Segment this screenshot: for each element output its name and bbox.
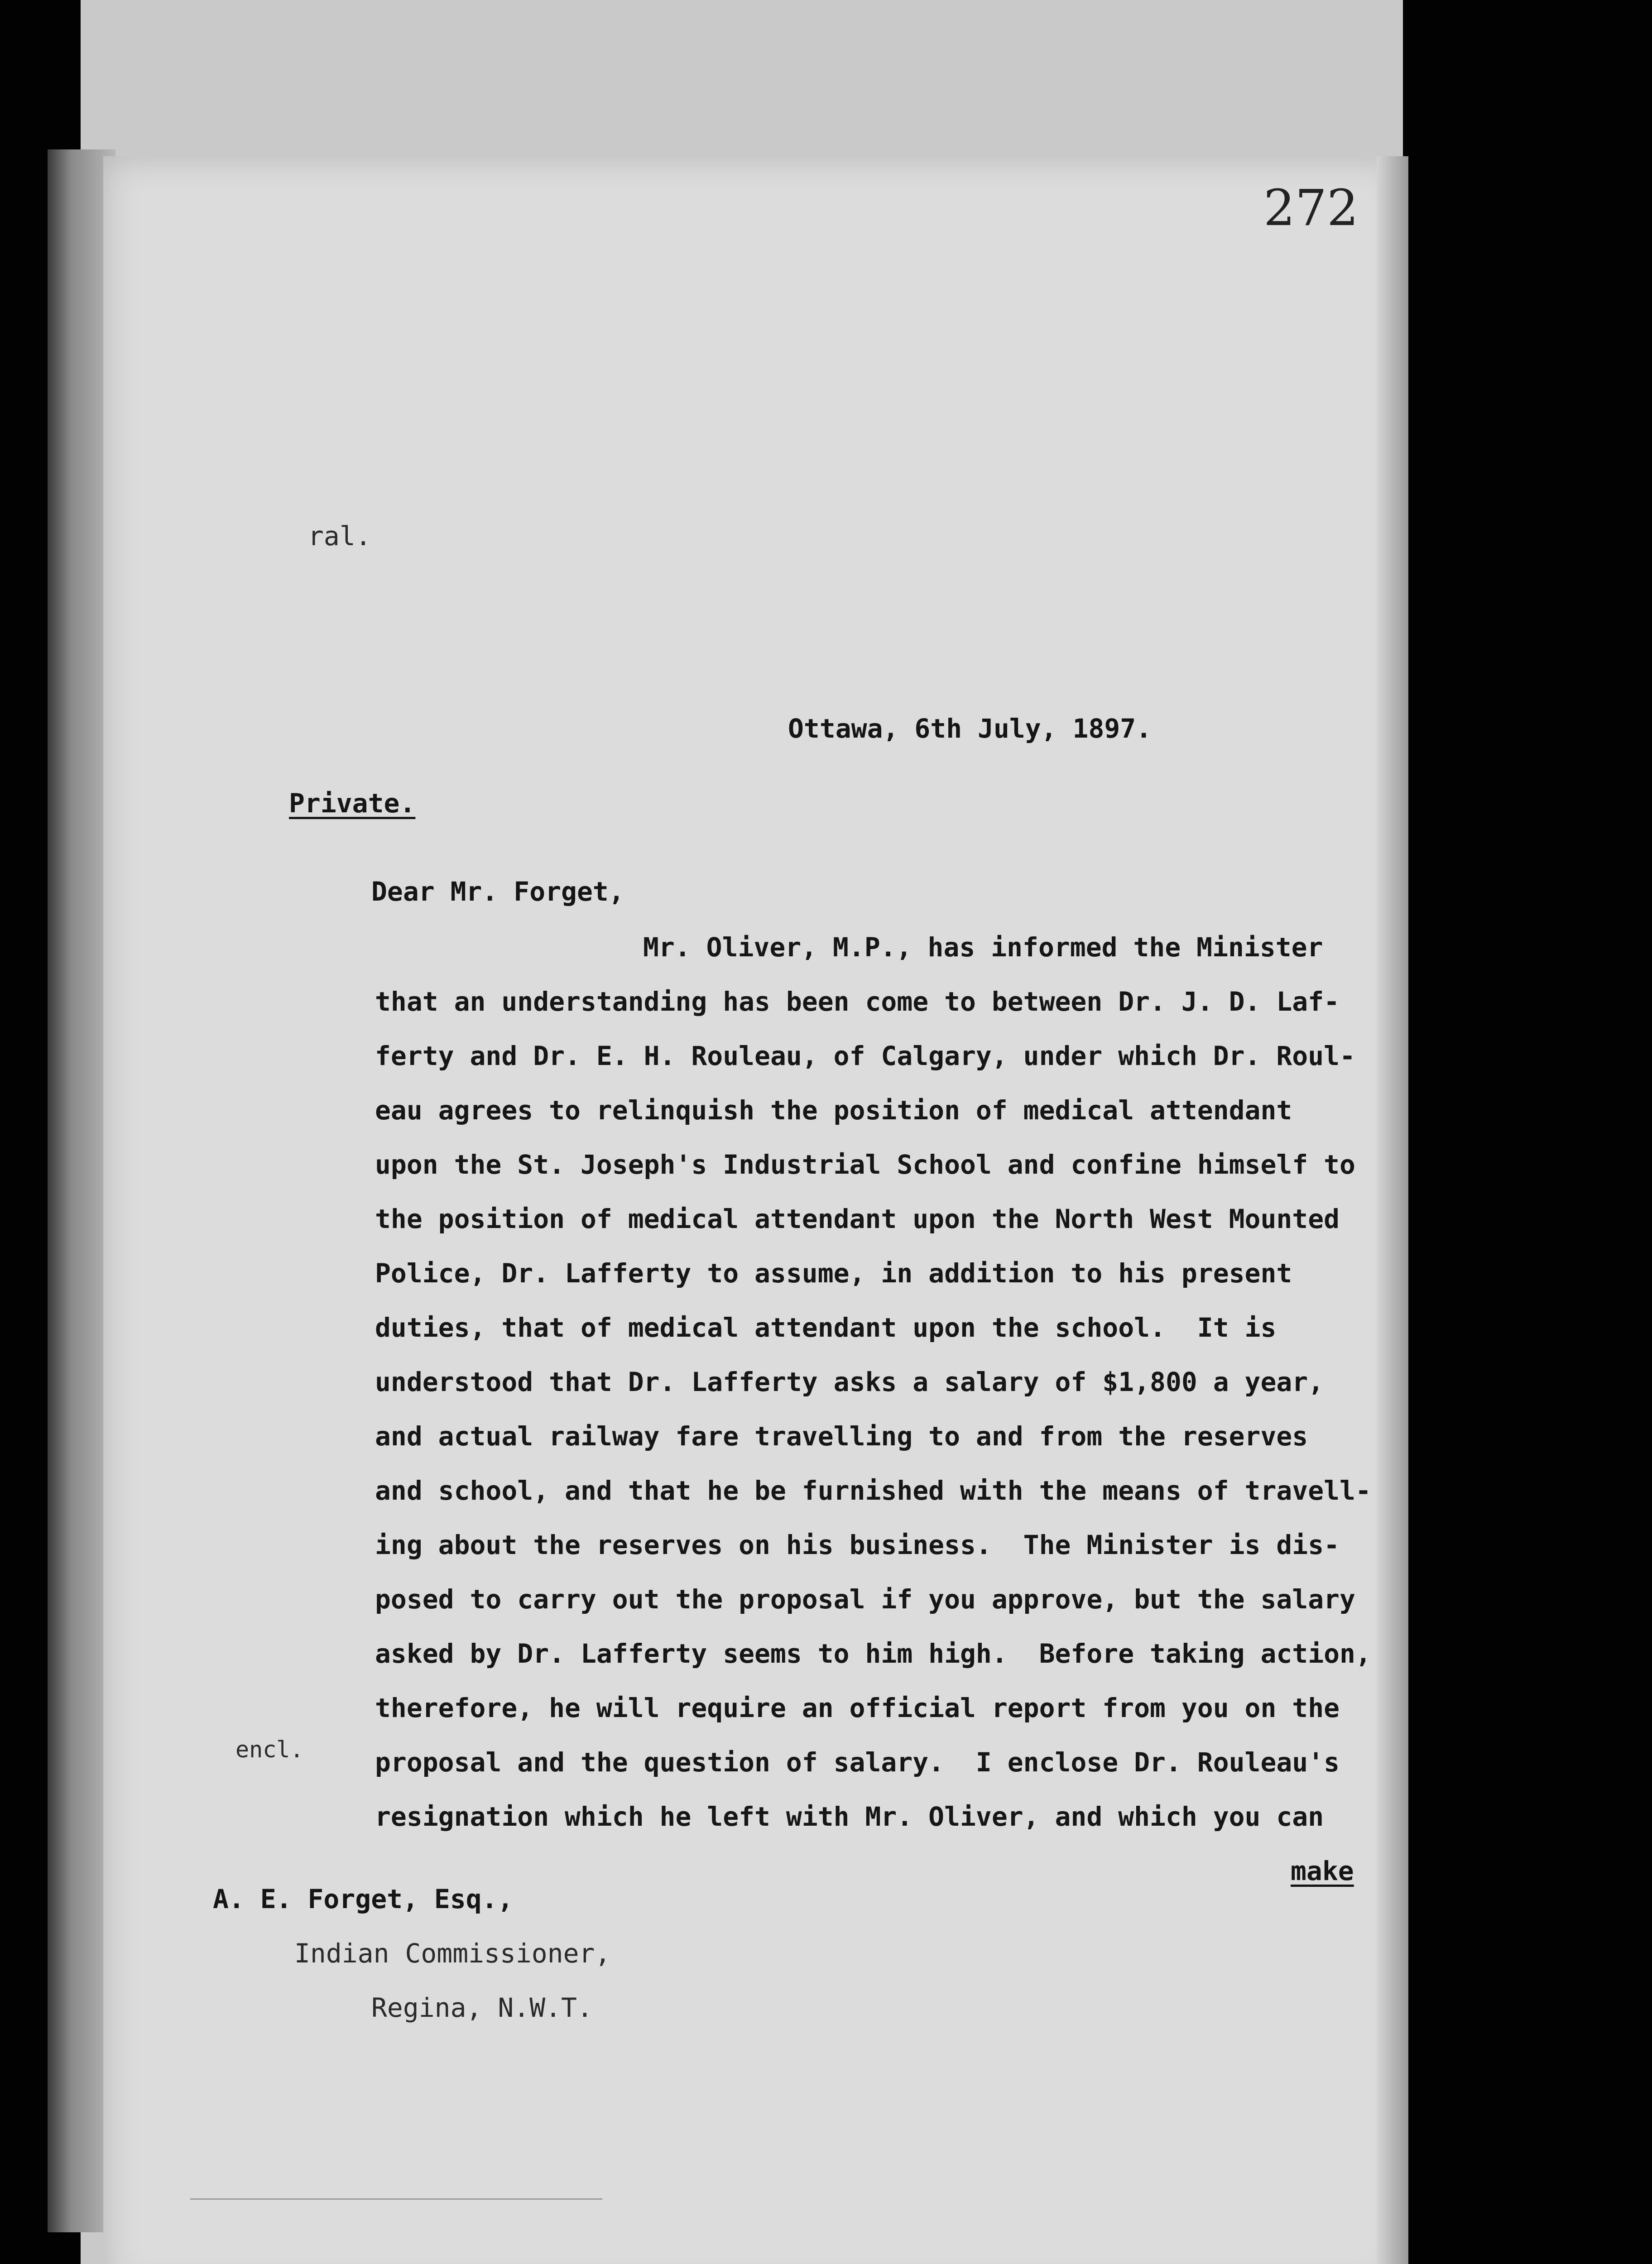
body-line: ing about the reserves on his business. The Minister is dis-: [375, 1530, 1340, 1560]
addressee-title: Indian Commissioner,: [294, 1938, 611, 1969]
folio-number: 272: [1263, 179, 1359, 237]
catchword: make: [1291, 1856, 1354, 1886]
divider-rule: [190, 2198, 602, 2200]
body-line: eau agrees to relinquish the position of medical attendant: [375, 1095, 1292, 1126]
body-line: ferty and Dr. E. H. Rouleau, of Calgary, under which Dr. Roul-: [375, 1041, 1355, 1071]
body-line: asked by Dr. Lafferty seems to him high. Before taking action,: [375, 1638, 1371, 1669]
private-marking: Private.: [289, 788, 416, 819]
addressee-name: A. E. Forget, Esq.,: [213, 1884, 514, 1914]
body-line: understood that Dr. Lafferty asks a salary of $1,800 a year,: [375, 1367, 1324, 1397]
body-line: duties, that of medical attendant upon the school. It is: [375, 1312, 1277, 1343]
body-line: posed to carry out the proposal if you approve, but the salary: [375, 1584, 1355, 1615]
salutation: Dear Mr. Forget,: [371, 876, 624, 907]
dateline: Ottawa, 6th July, 1897.: [788, 713, 1152, 744]
body-line: upon the St. Joseph's Industrial School and confine himself to: [375, 1149, 1355, 1180]
body-line: Mr. Oliver, M.P., has informed the Minister: [643, 932, 1323, 963]
addressee-place: Regina, N.W.T.: [371, 1992, 593, 2023]
body-line: Police, Dr. Lafferty to assume, in addition to his present: [375, 1258, 1292, 1289]
body-line: and actual railway fare travelling to and from the reserves: [375, 1421, 1308, 1452]
body-line: and school, and that he be furnished with the means of travell-: [375, 1475, 1371, 1506]
margin-note: encl.: [235, 1736, 304, 1763]
body-line: that an understanding has been come to between Dr. J. D. Laf-: [375, 986, 1340, 1017]
body-line: therefore, he will require an official report from you on the: [375, 1693, 1340, 1723]
body-line: proposal and the question of salary. I enclose Dr. Rouleau's: [375, 1747, 1340, 1778]
body-line: the position of medical attendant upon the North West Mounted: [375, 1204, 1340, 1234]
page-edge-shadow: [1377, 156, 1408, 2264]
body-line: resignation which he left with Mr. Oliver, and which you can: [375, 1801, 1324, 1832]
margin-fragment: ral.: [308, 521, 371, 552]
